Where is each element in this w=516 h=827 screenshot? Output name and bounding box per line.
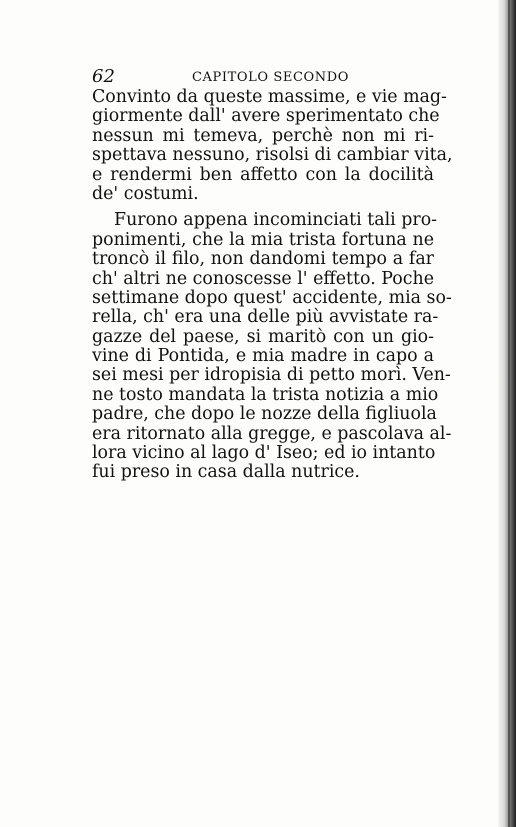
text-line: nessun mi temeva, perchè non mi ri-: [92, 125, 434, 146]
paragraph-2: [92, 210, 452, 483]
text-line: ne tosto mandata la trista notizia a mio: [92, 384, 439, 405]
running-head: [92, 66, 432, 86]
chapter-title: CAPITOLO SECONDO: [192, 70, 350, 85]
paragraph-1: [92, 87, 453, 204]
text-line: settimane dopo quest' accidente, mia so-: [92, 287, 452, 308]
page-spine-edge: [508, 0, 510, 827]
text-line: e rendermi ben affetto con la docilità: [92, 164, 434, 185]
text-line: giormente dall' avere sperimentato che: [92, 106, 440, 127]
text-line: era ritornato alla gregge, e pascolava al-: [92, 423, 452, 444]
text-line: ch' altri ne conoscesse l' effetto. Poche: [92, 268, 434, 289]
page-spine-shadow: [498, 0, 516, 827]
text-line: rella, ch' era una delle più avvistate ra-: [92, 307, 439, 328]
text-line: spettava nessuno, risolsi di cambiar vita,: [92, 145, 453, 166]
text-line: de' costumi.: [92, 183, 199, 204]
text-line: lora vicino al lago d' Iseo; ed io intanto: [92, 443, 436, 464]
text-line: Convinto da queste massime, e vie mag-: [92, 87, 447, 107]
text-line: Furono appena incominciati tali pro-: [114, 210, 438, 231]
text-line: sei mesi per idropisia di petto morì. Ven-: [92, 365, 451, 386]
body-text: [92, 87, 453, 483]
text-line: fui preso in casa dalla nutrice.: [92, 462, 360, 483]
page-number: 62: [92, 66, 115, 87]
text-line: troncò il filo, non dandomi tempo a far: [92, 249, 434, 270]
text-line: padre, che dopo le nozze della figliuola: [92, 404, 437, 425]
text-line: gazze del paese, si maritò con un gio-: [92, 326, 434, 347]
text-line: vine di Pontida, e mia madre in capo a: [92, 346, 434, 367]
text-line: ponimenti, che la mia trista fortuna ne: [92, 229, 434, 250]
